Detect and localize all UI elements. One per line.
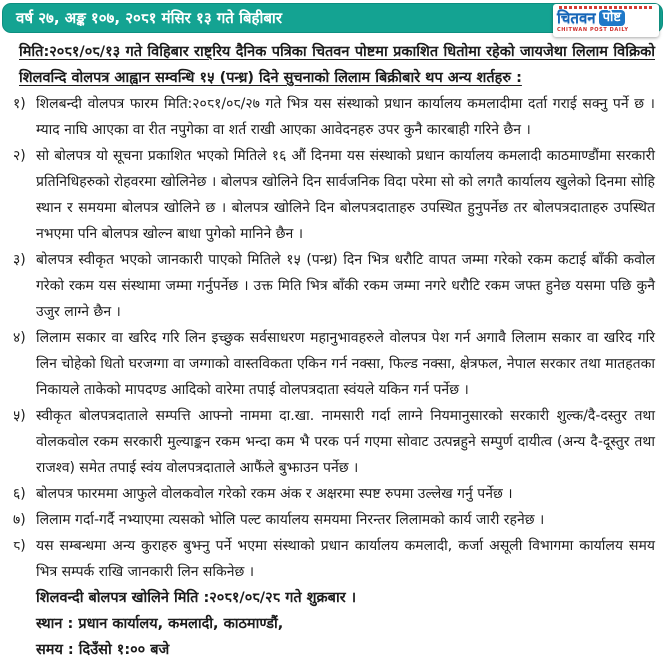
term-item-6 — [13, 481, 655, 507]
term-item-7 — [13, 507, 655, 533]
term-text: यस सम्बन्धमा अन्य कुराहरु बुझ्नु पर्ने भएमा संस्थाको प्रधान कार्यालय कमलादी, कर्जा असूली विभागमा कार्यालय समय भित्र सम्पर्क राखि जानकारी लिन सकिनेछ । — [36, 538, 655, 580]
term-item-1 — [13, 91, 655, 143]
masthead-bar — [2, 3, 663, 33]
term-number: ८) — [13, 538, 26, 554]
opening-date-line: शिलवन्दी बोलपत्र खोलिने मिति :२०८१/०८/२८ गते शुक्रबार । — [36, 590, 357, 606]
newspaper-logo — [553, 4, 659, 37]
newspaper-notice-page — [0, 3, 665, 658]
term-item-2 — [13, 143, 655, 247]
issue-date-line: वर्ष २७, अङ्क १०७, २०८१ मंसिर १३ गते बिहीबार — [16, 9, 282, 27]
logo-title — [557, 10, 655, 26]
logo-subtitle-english: CHITWAN POST DAILY — [557, 27, 629, 33]
logo-title-chitwan: चितवन — [557, 8, 596, 27]
term-text: लिलाम सकार वा खरिद गरि लिन इच्छुक सर्वसाधरण महानुभावहरुले वोलपत्र पेश गर्न अगावै लिलाम सकार वा खरिद गरि लिन चोहेको धितो घरजग्गा वा जग्गाको वास्तविकता एकिन गर्न नक्सा, फिल्ड नक्सा, क्षेत्रफल, नेपाल सरकार तथा मातहतका निकायले ताकेको मापदण्ड आदिको वारेमा तपाई वोलपत्रदाता स्वंयले यकिन गर्न पर्नेछ । — [36, 330, 655, 398]
term-number: ५) — [13, 408, 26, 424]
term-number: ४) — [13, 330, 26, 346]
term-number: ७) — [13, 512, 26, 528]
term-text: बोलपत्र फारममा आफुले वोलकवोल गरेको रकम अंक र अक्षरमा स्पष्ट रुपमा उल्लेख गर्नु पर्नेछ । — [36, 486, 513, 502]
term-text: बोलपत्र स्वीकृत भएको जानकारी पाएको मितिले १५ (पन्ध्र) दिन भित्र धरौटि वापत जम्मा गरेको रकम कटाई बाँकी कवोल गरेको रकम यस संस्थामा जम्मा गर्नुपर्नेछ । उक्त मिति भित्र बाँकी रकम जम्मा नगरे धरौटि रकम जफ्त हुनेछ यसमा पछि कुनै उजुर लाग्ने छैन । — [36, 252, 655, 320]
term-number: २) — [13, 148, 26, 164]
venue-line: स्थान : प्रधान कार्यालय, कमलादी, काठमाण्डौं, — [36, 616, 284, 632]
term-item-4 — [13, 325, 655, 403]
term-number: ३) — [13, 252, 26, 268]
time-line: समय : दिउँसो १:०० बजे — [36, 642, 170, 658]
term-number: १) — [13, 96, 26, 112]
term-text: सो बोलपत्र यो सूचना प्रकाशित भएको मितिले १६ औं दिनमा यस संस्थाको प्रधान कार्यालय कमलादी काठमाण्डौंमा सरकारी प्रतिनिधिहरुको रोहवरमा खोलिनेछ । बोलपत्र खोलिने दिन सार्वजनिक विदा परेमा सो को लगतै कार्यालय खुलेको दिनमा सोहि स्थान र समयमा बोलपत्र खोलिने छ । बोलपत्र खोलिने दिन बोलपत्रदाताहरु उपस्थित हुनुपर्नेछ तर बोलपत्रदाताहरु उपस्थित नभएमा पनि बोलपत्र खोल्न बाधा पुगेको मानिने छैन । — [36, 148, 655, 242]
term-item-8 — [13, 533, 655, 585]
term-item-5 — [13, 403, 655, 481]
term-number: ६) — [13, 486, 26, 502]
term-text: स्वीकृत बोलपत्रदाताले सम्पत्ति आफ्नो नाममा दा.खा. नामसारी गर्दा लाग्ने नियमानुसारको सरकारी शुल्क/दै-दस्तुर तथा वोलकवोल रकम सरकारी मुल्याङ्कन रकम भन्दा कम भै परक पर्न गएमा सोवाट उत्पन्नहुने सम्पुर्ण दायीत्व (अन्य दै-दूस्तुर तथा राजश्व) समेत तपाई स्वंय वोलपत्रदाताले आफैंले बुझाउन पर्नेछ । — [36, 408, 655, 476]
term-text: लिलाम गर्दा-गर्दै नभ्याएमा त्यसको भोलि पल्ट कार्यालय समयमा निरन्तर लिलामको कार्य जारी रहनेछ । — [36, 512, 545, 528]
logo-title-post: पोष्ट — [599, 10, 625, 26]
notice-body — [0, 33, 665, 663]
notice-intro-paragraph: मिति:२०८१/०८/१३ गते विहिबार राष्ट्रिय दैनिक पत्रिका चितवन पोष्टमा प्रकाशित धितोमा रहेको जायजेथा लिलाम विक्रिको शिलवन्दि वोलपत्र आह्वान सम्वन्धि १५ (पन्ध्र) दिने सुचनाको लिलाम बिक्रीबारे थप अन्य शर्तहरु : — [19, 44, 655, 86]
term-item-3 — [13, 247, 655, 325]
term-text: शिलबन्दी वोलपत्र फारम मिति:२०८१/०८/२७ गते भित्र यस संस्थाको प्रधान कार्यालय कमलादीमा दर्ता गराई सक्नु पर्ने छ । म्याद नाघि आएका वा रीत नपुगेका वा शर्त राखी आएका आवेदनहरु उपर कुनै कारबाही गरिने छैन । — [36, 96, 655, 138]
